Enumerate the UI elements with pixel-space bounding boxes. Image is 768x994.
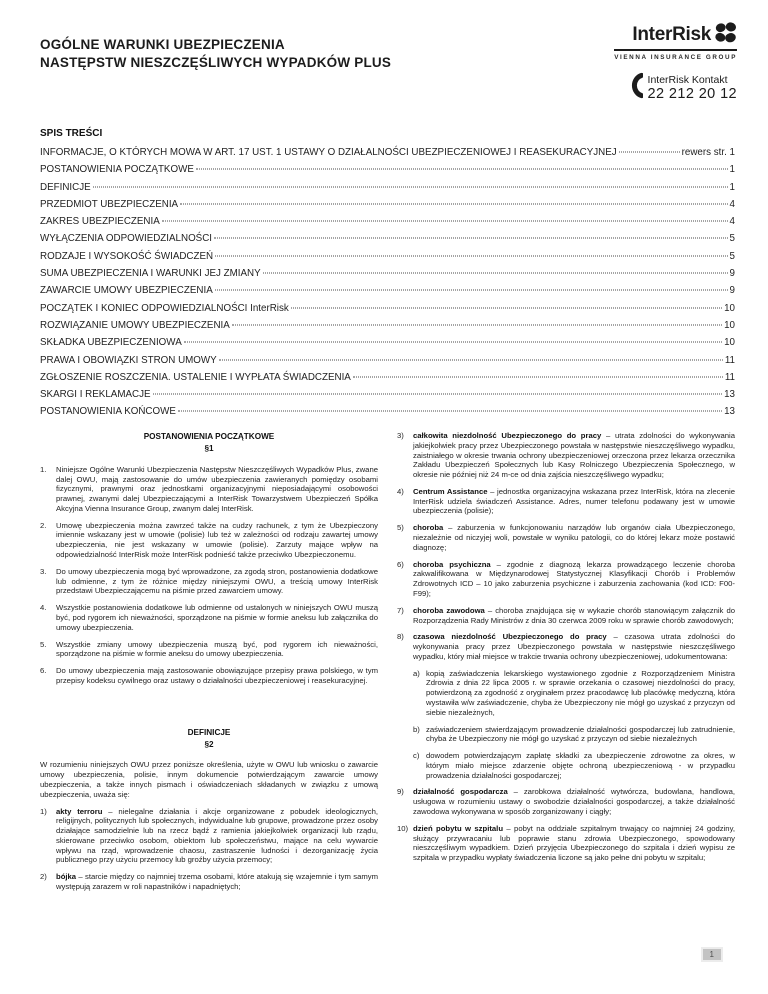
definition-sub-item [413,751,735,780]
list-item [40,640,378,660]
toc-entry [40,182,735,199]
item-marker: 3) [397,431,404,440]
item-marker: 1. [40,464,47,474]
item-marker: 4. [40,603,47,613]
toc-leader-dots [219,359,723,360]
toc-entry-page: 9 [729,285,735,297]
item-marker: a) [413,668,420,678]
item-marker: 3. [40,566,47,576]
toc-entry [40,389,735,406]
list-item [397,606,735,626]
toc-entry [40,268,735,285]
toc-entry-label: ROZWIĄZANIE UMOWY UBEZPIECZENIA [40,319,230,331]
list-item [397,431,735,480]
list-item [397,632,735,661]
toc-heading: SPIS TREŚCI [40,128,103,139]
toc-leader-dots [93,186,728,187]
item-marker: 10) [397,823,409,833]
contact-block [631,72,737,104]
toc-leader-dots [263,273,728,274]
toc-entry-label: POSTANOWIENIA POCZĄTKOWE [40,164,194,176]
toc-entry [40,147,735,164]
toc-entry-page: 4 [729,216,735,228]
toc-entry-label: POCZĄTEK I KONIEC ODPOWIEDZIALNOŚCI InterRisk [40,302,289,314]
toc-entry-page: 10 [724,302,735,314]
toc-leader-dots [162,221,728,222]
toc-leader-dots [153,394,723,395]
toc-list [40,147,735,424]
item-marker: 7) [397,605,404,615]
item-marker: c) [413,751,420,761]
toc-entry-page: 11 [724,371,735,383]
section-heading [40,431,378,455]
toc-entry-page: 5 [729,250,735,262]
definition-term: akty terroru [56,806,103,816]
list-item [397,487,735,516]
contact-text [648,74,737,102]
list-item [40,603,378,632]
item-marker: 2. [40,520,47,530]
toc-entry-label: SUMA UBEZPIECZENIA I WARUNKI JEJ ZMIANY [40,268,261,280]
toc-entry [40,216,735,233]
toc-leader-dots [178,411,722,412]
list-item [397,787,735,816]
toc-entry [40,320,735,337]
toc-leader-dots [232,324,722,325]
list-item [40,807,378,866]
toc-leader-dots [196,169,728,170]
item-text: działalność gospodarcza – zarobkowa działalność wytwórcza, budowlana, handlowa, usługowa w rozumieniu ustawy o swobodzie działalności gospodarczej, a także działalność zawodowa wykonywana w sposób zorganizowany i ciągły; [413,787,736,816]
page-number-badge: 1 [701,947,723,962]
item-marker: 4) [397,486,404,496]
item-text: choroba – zaburzenia w funkcjonowaniu narządów lub organów ciała Ubezpieczonego, niezależnie od niczyjej woli, powstałe w wyniku patologii, co do której lekarz może postawić diagnozę; [413,523,735,552]
toc-entry-page: 11 [724,354,735,366]
definition-term: Centrum Assistance [413,486,488,496]
interrisk-logo [614,22,737,61]
toc-leader-dots [619,152,680,153]
toc-leader-dots [353,376,723,377]
toc-leader-dots [215,255,727,256]
item-marker: 2) [40,872,47,882]
phone-receiver-icon [631,72,643,104]
toc-entry [40,164,735,181]
contact-label: InterRisk Kontakt [647,74,728,86]
toc-entry [40,251,735,268]
item-marker: b) [413,724,420,734]
item-marker: 8) [397,632,404,642]
toc-entry-page: 1 [729,164,735,176]
toc-entry-label: ZGŁOSZENIE ROSZCZENIA. USTALENIE I WYPŁATA ŚWIADCZENIA [40,371,351,383]
page-title [40,36,391,71]
item-marker: 9) [397,787,404,797]
item-text: całkowita niezdolność Ubezpieczonego do pracy – utrata zdolności do wykonywania jakiejkolwiek pracy przez Ubezpieczonego powstała w następstwie nieszczęśliwego wypadku, zaistniałego w okresie trwania ochrony ubezpieczeniowej orzeczona przez lekarza orzecznika Zakładu Ubezpieczeń Społecznych lub Kasy Rolniczego Ubezpieczenia Społecznego, w okresie nie później niż 24 m-ce od dnia zajścia nieszczęśliwego wypadku; [413,431,735,480]
definition-term: dzień pobytu w szpitalu [413,823,504,833]
item-text: Niniejsze Ogólne Warunki Ubezpieczenia Następstw Nieszczęśliwych Wypadków Plus, zwane dalej OWU, mają zastosowanie do umów ubezpieczenia zawieranych pomiędzy osobami fizycznymi, prawnymi oraz jednostkami organizacyjnymi nieposiadającymi osobowości prawnej, zwanymi dalej Ubezpieczającymi a InterRisk Towarzystwem Ubezpieczeń Spółka Akcyjna Vienna Insurance Group, zwanym dalej InterRisk. [56,464,378,513]
item-text: Do umowy ubezpieczenia mają zastosowanie obowiązujące przepisy prawa polskiego, w tym przepisy kodeksu cywilnego oraz ustawy o działalności ubezpieczeniowej i reasekuracyjnej. [56,666,378,685]
toc-entry-label: WYŁĄCZENIA ODPOWIEDZIALNOŚCI [40,233,213,245]
definition-term: czasowa niezdolność Ubezpieczonego do pracy [413,632,607,642]
toc-entry-label: PRAWA I OBOWIĄZKI STRON UMOWY [40,354,217,366]
definition-term: całkowita niezdolność Ubezpieczonego do pracy [413,431,602,440]
body-right-column [397,431,735,899]
toc-leader-dots [215,290,728,291]
item-text: choroba psychiczna – zgodnie z diagnozą lekarza prowadzącego leczenie choroba zakwalifikowana w Międzynarodowej Statystycznej Klasyfikacji Chorób i Problemów Zdrowotnych ICD – 10 jako zaburzenia psychiczne i zaburzenia zachowania (kod ICD: F00-F99); [413,559,736,598]
toc-entry [40,406,735,423]
item-marker: 5) [397,523,404,533]
toc-entry [40,303,735,320]
item-text: bójka – starcie między co najmniej trzema osobami, które atakują się wzajemnie i tym samym występują zarazem w roli napastników i napadniętych; [56,872,378,891]
item-marker: 5. [40,639,47,649]
section-heading-line: §2 [204,739,214,749]
definition-term: choroba zawodowa [413,605,485,615]
definition-term: działalność gospodarcza [413,787,508,797]
toc-entry-label: RODZAJE I WYSOKOŚĆ ŚWIADCZEŃ [40,250,214,262]
vig-flower-icon [714,22,737,48]
item-text: dowodem potwierdzającym zapłatę składki za ubezpieczenie zdrowotne za okres, w którym miało miejsce zdarzenie objęte ochroną ubezpieczeniową - w przypadku prowadzenia działalności gospodarczej; [426,751,735,780]
item-text: choroba zawodowa – choroba znajdująca się w wykazie chorób stanowiącym załącznik do Rozporządzenia Rady Ministrów z dnia 30 czerwca 2009 roku w sprawie chorób zawodowych; [413,605,736,625]
item-text: kopią zaświadczenia lekarskiego wystawionego zgodnie z Rozporządzeniem Ministra Zdrowia z dnia 22 lipca 2005 r. w sprawie orzekania o czasowej niezdolności do pracy, potwierdzoną za zgodność z oryginałem przez pracodawcę lub placówkę medyczną, która wystawiła w/w zaświadczenie, chyba że Ubezpieczony nie mógł go uzyskać z przyczyn od siebie niezależnych, [426,668,735,717]
toc-entry-page: 4 [729,198,735,210]
toc-entry [40,372,735,389]
item-text: Do umowy ubezpieczenia mogą być wprowadzone, za zgodą stron, postanowienia dodatkowe lub odmienne, z tym że różnice między niniejszymi OWU, a treścią umowy InterRisk przedstawi Ubezpieczającemu na piśmie przed zawarciem umowy. [56,566,378,596]
toc-leader-dots [184,342,722,343]
toc-entry [40,355,735,372]
list-item [397,523,735,552]
toc-entry-page: rewers str. 1 [681,147,735,158]
list-item [40,521,378,560]
list-item [40,465,378,514]
section-heading-line: POSTANOWIENIA POCZĄTKOWE [143,432,275,441]
section-heading-line: DEFINICJE [187,727,231,737]
definition-term: bójka [56,872,77,882]
list-item [397,560,735,599]
definition-term: choroba [413,523,444,533]
definition-term: choroba psychiczna [413,559,491,569]
section-heading [40,727,378,751]
toc-entry [40,337,735,354]
item-text: Wszystkie postanowienia dodatkowe lub odmienne od ustalonych w niniejszych OWU muszą być, pod rygorem ich nieważności, sporządzone na piśmie w formie aneksu lub załącznika do umowy ubezpieczenia. [56,603,378,632]
toc-entry [40,285,735,302]
toc-leader-dots [214,238,728,239]
list-item [40,666,378,686]
toc-entry-label: DEFINICJE [40,181,91,193]
toc-entry-page: 5 [729,233,735,245]
paragraph: W rozumieniu niniejszych OWU przez poniższe określenia, użyte w OWU lub wniosku o zawarcie umowy ubezpieczenia, polisie, innym dokumencie potwierdzającym zawarcie umowy ubezpieczenia, a także innych pismach i oświadczeniach składanych w związku z umową ubezpieczenia, uważa się: [40,760,378,799]
logo-underline [614,49,737,51]
list-item [397,824,735,863]
definition-sub-item [413,725,735,745]
page-title-line1: OGÓLNE WARUNKI UBEZPIECZENIA [40,37,285,52]
item-text: dzień pobytu w szpitalu – pobyt na oddziale szpitalnym trwający co najmniej 24 godziny, służący przywracaniu lub poprawie stanu zdrowia Ubezpieczonego, spowodowany nieszczęśliwym wypadkiem. Dzień przyjęcia Ubezpieczonego do szpitala i dzień wypisu ze szpitala w przypadku wypłaty świadczenia liczone są jako pełne dni pobytu w szpitalu; [413,823,735,863]
toc-entry-page: 13 [724,406,735,418]
item-text: akty terroru – nielegalne działania i akcje organizowane z pobudek ideologicznych, religijnych, politycznych lub społecznych, indywidualne lub grupowe, prowadzone przez osoby działające samodzielnie lub na rzecz bądź z ramienia jakiejkolwiek organizacji lub rządu, skierowane przeciwko osobom, obiektom lub społeczeństwu, mające na celu wywarcie wpływu na rząd, wprowadzenie chaosu, zastraszenie ludności i dezorganizację życia publicznego przy użyciu przemocy lub groźby użycia przemocy; [56,806,378,865]
item-text: Wszystkie zmiany umowy ubezpieczenia muszą być, pod rygorem ich nieważności, sporządzone na piśmie w formie aneksu do umowy ubezpieczenia. [56,639,378,659]
toc-entry-page: 10 [724,319,735,331]
contact-phone-number: 22 212 20 12 [647,86,737,102]
toc-leader-dots [180,203,727,204]
document-body [40,431,735,899]
item-marker: 6. [40,666,47,676]
item-marker: 6) [397,559,404,569]
toc-entry-label: SKŁADKA UBEZPIECZENIOWA [40,337,182,349]
toc-entry-page: 10 [724,337,735,349]
logo-row [614,22,737,48]
toc-leader-dots [291,307,722,308]
toc-entry-label: POSTANOWIENIA KOŃCOWE [40,406,176,418]
body-left-column [40,431,378,899]
item-text: Umowę ubezpieczenia można zawrzeć także na cudzy rachunek, z tym że Ubezpieczony imiennie wskazany jest w umowie (polisie) lub też w zależności od rodzaju zawartej umowy ubezpieczenia, nie jest wskazany w umowie (polisie). Zarzuty mające wpływ na odpowiedzialność InterRisk może InterRisk podnieść także przeciwko Ubezpieczonemu. [56,520,378,560]
toc-entry-page: 13 [724,389,735,401]
toc-entry-label: PRZEDMIOT UBEZPIECZENIA [40,198,179,210]
item-text: czasowa niezdolność Ubezpieczonego do pracy – czasowa utrata zdolności do wykonywania pracy przez Ubezpieczonego powstała w następstwie nieszczęśliwego wypadku, który miał miejsce w trakcie trwania ochrony ubezpieczeniowej, udokumentowana: [413,632,735,661]
item-marker: 1) [40,806,47,816]
toc-entry-label: ZAKRES UBEZPIECZENIA [40,216,160,228]
logo-brand-text: InterRisk [632,24,711,45]
toc-entry [40,199,735,216]
definition-sub-item [413,669,735,718]
section-heading-line: §1 [204,443,214,453]
toc-entry [40,233,735,250]
item-text: zaświadczeniem stwierdzającym prowadzenie działalności gospodarczej lub zatrudnienie, chyba że Ubezpieczony nie mógł go uzyskać z przyczyn od siebie niezależnych [426,724,735,744]
logo-group-name: VIENNA INSURANCE GROUP [614,54,737,61]
toc-entry-label: INFORMACJE, O KTÓRYCH MOWA W ART. 17 UST. 1 USTAWY O DZIAŁALNOŚCI UBEZPIECZENIOWEJ I REASEKURACYJNEJ [40,147,617,158]
toc-entry-page: 9 [729,268,735,280]
toc-entry-label: ZAWARCIE UMOWY UBEZPIECZENIA [40,285,213,297]
toc-entry-page: 1 [729,181,735,193]
toc-entry-label: SKARGI I REKLAMACJE [40,389,151,401]
item-text: Centrum Assistance – jednostka organizacyjna wskazana przez InterRisk, która na zlecenie InterRisk udziela świadczeń Assistance. Adres, numer telefonu podawany jest w umowie ubezpieczenia (polisie); [413,486,736,516]
list-item [40,872,378,892]
list-item [40,567,378,596]
page-title-line2: NASTĘPSTW NIESZCZĘŚLIWYCH WYPADKÓW PLUS [40,54,392,70]
